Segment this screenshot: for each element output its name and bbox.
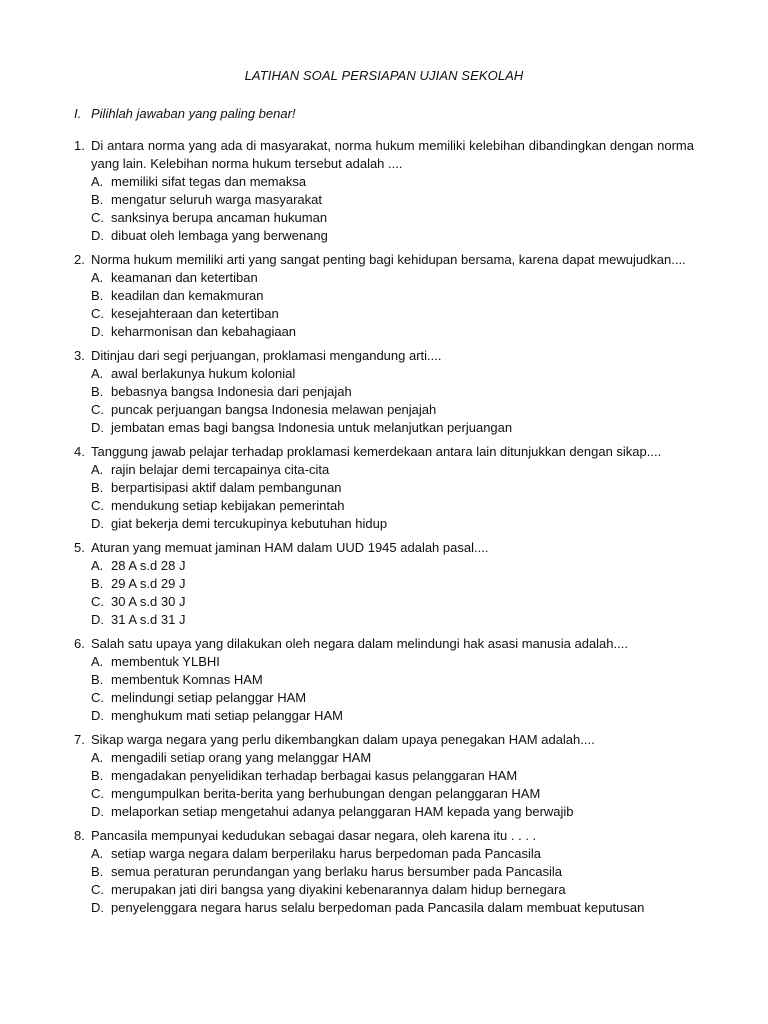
option-letter: A. <box>91 558 104 573</box>
option-letter: A. <box>91 654 104 669</box>
question-number: 7. <box>74 732 85 747</box>
option-text: giat bekerja demi tercukupinya kebutuhan hidup <box>111 516 388 531</box>
option-letter: D. <box>91 420 104 435</box>
answer-option <box>91 209 694 227</box>
option-letter: C. <box>91 786 104 801</box>
option-text: 28 A s.d 28 J <box>111 558 186 573</box>
question-number: 6. <box>74 636 85 651</box>
answer-option <box>91 323 694 341</box>
answer-option <box>91 515 694 533</box>
question-text: Aturan yang memuat jaminan HAM dalam UUD 1945 adalah pasal.... <box>91 540 489 555</box>
question-stem <box>74 539 694 557</box>
option-text: mengatur seluruh warga masyarakat <box>111 192 322 207</box>
option-letter: B. <box>91 864 104 879</box>
question-text: Salah satu upaya yang dilakukan oleh negara dalam melindungi hak asasi manusia adalah.... <box>91 636 628 651</box>
option-letter: D. <box>91 516 104 531</box>
option-list <box>74 653 694 725</box>
option-letter: B. <box>91 288 104 303</box>
option-letter: C. <box>91 402 104 417</box>
option-list <box>74 749 694 821</box>
answer-option <box>91 671 694 689</box>
option-text: memiliki sifat tegas dan memaksa <box>111 174 307 189</box>
option-list <box>74 173 694 245</box>
option-letter: B. <box>91 384 104 399</box>
answer-option <box>91 611 694 629</box>
option-letter: D. <box>91 708 104 723</box>
question-item <box>74 251 694 341</box>
option-letter: C. <box>91 690 104 705</box>
option-letter: C. <box>91 306 104 321</box>
question-item <box>74 731 694 821</box>
option-letter: D. <box>91 324 104 339</box>
question-text: Sikap warga negara yang perlu dikembangkan dalam upaya penegakan HAM adalah.... <box>91 732 595 747</box>
question-stem <box>74 635 694 653</box>
question-number: 4. <box>74 444 85 459</box>
section-instruction: Pilihlah jawaban yang paling benar! <box>91 106 296 121</box>
answer-option <box>91 401 694 419</box>
option-text: awal berlakunya hukum kolonial <box>111 366 296 381</box>
answer-option <box>91 227 694 245</box>
answer-option <box>91 785 694 803</box>
answer-option <box>91 287 694 305</box>
question-stem <box>74 347 694 365</box>
option-letter: A. <box>91 366 104 381</box>
section-number: I. <box>74 106 82 121</box>
option-text: dibuat oleh lembaga yang berwenang <box>111 228 328 243</box>
answer-option <box>91 653 694 671</box>
question-text: Di antara norma yang ada di masyarakat, norma hukum memiliki kelebihan dibandingkan dengan norma yang lain. Kelebihan norma hukum tersebut adalah .... <box>91 138 694 171</box>
answer-option <box>91 191 694 209</box>
option-text: jembatan emas bagi bangsa Indonesia untuk melanjutkan perjuangan <box>111 420 513 435</box>
option-list <box>74 845 694 917</box>
option-letter: B. <box>91 480 104 495</box>
option-text: keadilan dan kemakmuran <box>111 288 264 303</box>
option-text: mendukung setiap kebijakan pemerintah <box>111 498 345 513</box>
question-text: Tanggung jawab pelajar terhadap proklamasi kemerdekaan antara lain ditunjukkan dengan sikap.... <box>91 444 662 459</box>
option-letter: A. <box>91 174 104 189</box>
answer-option <box>91 707 694 725</box>
answer-option <box>91 881 694 899</box>
option-text: membentuk Komnas HAM <box>111 672 263 687</box>
option-text: 29 A s.d 29 J <box>111 576 186 591</box>
option-text: rajin belajar demi tercapainya cita-cita <box>111 462 330 477</box>
option-text: melindungi setiap pelanggar HAM <box>111 690 307 705</box>
option-letter: D. <box>91 900 104 915</box>
option-letter: A. <box>91 270 104 285</box>
option-letter: A. <box>91 750 104 765</box>
option-text: berpartisipasi aktif dalam pembangunan <box>111 480 342 495</box>
question-number: 8. <box>74 828 85 843</box>
answer-option <box>91 479 694 497</box>
answer-option <box>91 557 694 575</box>
option-text: keharmonisan dan kebahagiaan <box>111 324 297 339</box>
question-list <box>74 137 694 923</box>
option-text: mengadili setiap orang yang melanggar HAM <box>111 750 372 765</box>
question-item <box>74 137 694 245</box>
option-text: puncak perjuangan bangsa Indonesia melawan penjajah <box>111 402 437 417</box>
question-stem <box>74 731 694 749</box>
question-item <box>74 635 694 725</box>
question-stem <box>74 443 694 461</box>
option-letter: B. <box>91 672 104 687</box>
option-letter: D. <box>91 228 104 243</box>
answer-option <box>91 365 694 383</box>
option-text: merupakan jati diri bangsa yang diyakini kebenarannya dalam hidup bernegara <box>111 882 566 897</box>
option-text: bebasnya bangsa Indonesia dari penjajah <box>111 384 352 399</box>
option-letter: B. <box>91 576 104 591</box>
option-list <box>74 557 694 629</box>
section-heading <box>74 106 296 121</box>
option-letter: B. <box>91 192 104 207</box>
option-text: menghukum mati setiap pelanggar HAM <box>111 708 343 723</box>
answer-option <box>91 173 694 191</box>
option-text: kesejahteraan dan ketertiban <box>111 306 279 321</box>
answer-option <box>91 497 694 515</box>
question-number: 3. <box>74 348 85 363</box>
answer-option <box>91 383 694 401</box>
page-title: LATIHAN SOAL PERSIAPAN UJIAN SEKOLAH <box>244 68 524 83</box>
question-number: 5. <box>74 540 85 555</box>
option-letter: B. <box>91 768 104 783</box>
question-stem <box>74 251 694 269</box>
option-text: membentuk YLBHI <box>111 654 220 669</box>
option-letter: A. <box>91 846 104 861</box>
answer-option <box>91 461 694 479</box>
answer-option <box>91 845 694 863</box>
option-letter: C. <box>91 594 104 609</box>
answer-option <box>91 689 694 707</box>
answer-option <box>91 419 694 437</box>
option-letter: C. <box>91 882 104 897</box>
question-item <box>74 539 694 629</box>
option-list <box>74 461 694 533</box>
option-list <box>74 365 694 437</box>
question-item <box>74 827 694 917</box>
answer-option <box>91 899 694 917</box>
answer-option <box>91 803 694 821</box>
option-text: melaporkan setiap mengetahui adanya pelanggaran HAM kepada yang berwajib <box>111 804 574 819</box>
option-text: mengumpulkan berita-berita yang berhubungan dengan pelanggaran HAM <box>111 786 541 801</box>
option-text: 31 A s.d 31 J <box>111 612 186 627</box>
option-text: mengadakan penyelidikan terhadap berbagai kasus pelanggaran HAM <box>111 768 518 783</box>
question-item <box>74 347 694 437</box>
option-letter: C. <box>91 210 104 225</box>
option-text: penyelenggara negara harus selalu berpedoman pada Pancasila dalam membuat keputusan <box>111 900 645 915</box>
option-letter: D. <box>91 612 104 627</box>
question-text: Ditinjau dari segi perjuangan, proklamasi mengandung arti.... <box>91 348 442 363</box>
answer-option <box>91 749 694 767</box>
answer-option <box>91 863 694 881</box>
option-text: 30 A s.d 30 J <box>111 594 186 609</box>
option-text: setiap warga negara dalam berperilaku harus berpedoman pada Pancasila <box>111 846 541 861</box>
question-stem <box>74 827 694 845</box>
question-text: Norma hukum memiliki arti yang sangat penting bagi kehidupan bersama, karena dapat mewujudkan.... <box>91 252 686 267</box>
question-text: Pancasila mempunyai kedudukan sebagai dasar negara, oleh karena itu . . . . <box>91 828 537 843</box>
option-letter: A. <box>91 462 104 477</box>
option-text: semua peraturan perundangan yang berlaku harus bersumber pada Pancasila <box>111 864 562 879</box>
option-letter: C. <box>91 498 104 513</box>
answer-option <box>91 767 694 785</box>
option-letter: D. <box>91 804 104 819</box>
answer-option <box>91 575 694 593</box>
question-number: 2. <box>74 252 85 267</box>
answer-option <box>91 269 694 287</box>
option-text: sanksinya berupa ancaman hukuman <box>111 210 328 225</box>
question-stem <box>74 137 694 173</box>
answer-option <box>91 305 694 323</box>
question-item <box>74 443 694 533</box>
question-number: 1. <box>74 138 85 153</box>
answer-option <box>91 593 694 611</box>
option-text: keamanan dan ketertiban <box>111 270 258 285</box>
option-list <box>74 269 694 341</box>
